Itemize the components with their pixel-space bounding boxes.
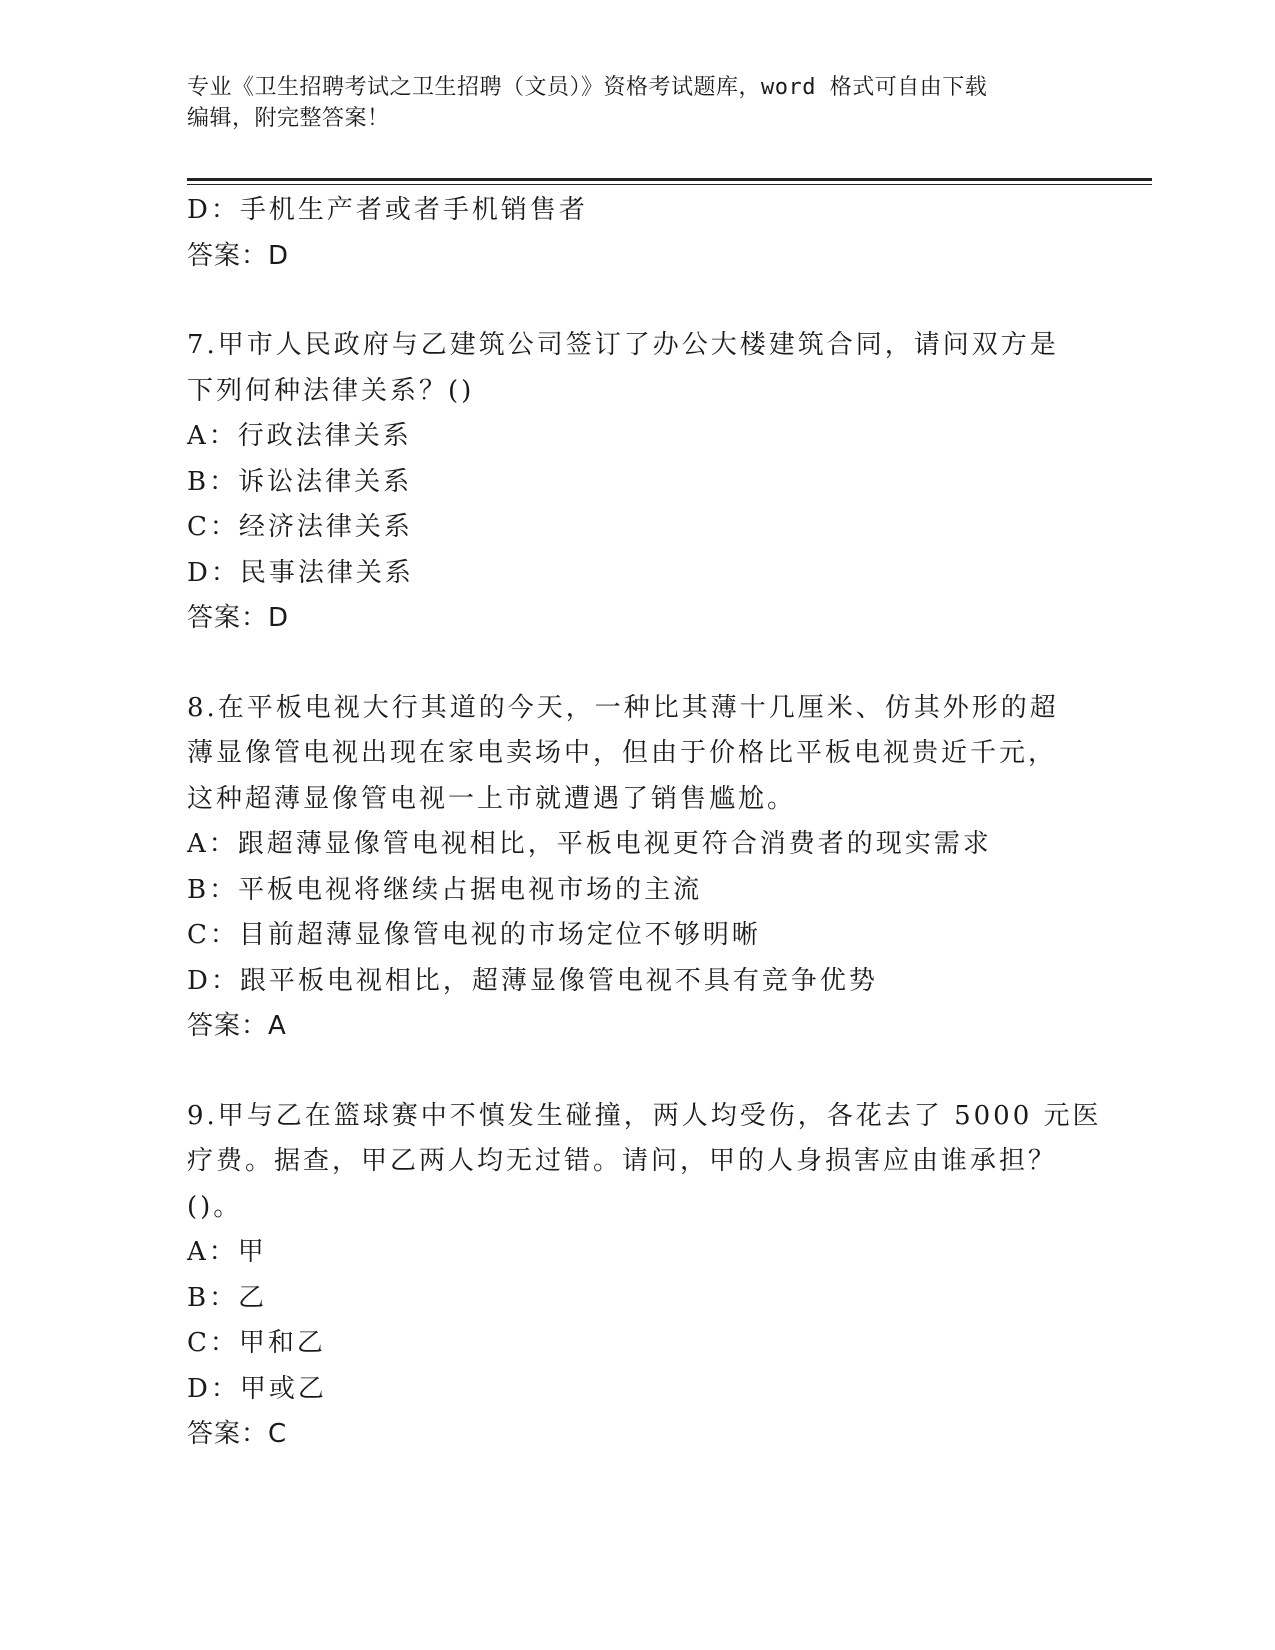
option-c: C：经济法律关系 bbox=[187, 512, 413, 542]
header-line: 专业《卫生招聘考试之卫生招聘（文员）》资格考试题库，word 格式可自由下载 bbox=[187, 75, 988, 100]
option-b: B：乙 bbox=[187, 1282, 268, 1313]
question-text: ()。 bbox=[187, 1191, 243, 1222]
header-divider-thin bbox=[187, 184, 1152, 185]
document-header bbox=[187, 72, 1087, 134]
option-a: A：行政法律关系 bbox=[187, 421, 412, 451]
question-fragment bbox=[187, 188, 1147, 279]
option-b: B：诉讼法律关系 bbox=[187, 466, 413, 497]
answer-text: 答案：C bbox=[187, 1419, 288, 1449]
option-c: C：甲和乙 bbox=[187, 1328, 326, 1358]
option-d: D：甲或乙 bbox=[187, 1373, 327, 1404]
header-divider bbox=[187, 178, 1152, 181]
question-8 bbox=[187, 686, 1147, 1050]
option-d: D：手机生产者或者手机销售者 bbox=[187, 195, 588, 225]
option-b: B：平板电视将继续占据电视市场的主流 bbox=[187, 874, 703, 905]
question-text: 这种超薄显像管电视一上市就遭遇了销售尴尬。 bbox=[187, 783, 797, 814]
question-text: 疗费。据查，甲乙两人均无过错。请问，甲的人身损害应由谁承担？ bbox=[187, 1146, 1058, 1176]
answer-text: 答案：A bbox=[187, 1011, 287, 1041]
question-text: 7.甲市人民政府与乙建筑公司签订了办公大楼建筑合同，请问双方是 bbox=[187, 330, 1059, 360]
question-text: 9.甲与乙在篮球赛中不慎发生碰撞，两人均受伤，各花去了 5000 元医 bbox=[187, 1100, 1102, 1131]
question-9 bbox=[187, 1094, 1147, 1458]
header-line: 编辑，附完整答案！ bbox=[187, 106, 390, 131]
question-text: 下列何种法律关系？() bbox=[187, 375, 475, 406]
option-c: C：目前超薄显像管电视的市场定位不够明晰 bbox=[187, 920, 761, 950]
answer-text: 答案：D bbox=[187, 240, 290, 271]
option-d: D：跟平板电视相比，超薄显像管电视不具有竞争优势 bbox=[187, 965, 878, 996]
question-text: 薄显像管电视出现在家电卖场中，但由于价格比平板电视贵近千元， bbox=[187, 738, 1058, 768]
option-a: A：跟超薄显像管电视相比，平板电视更符合消费者的现实需求 bbox=[187, 829, 992, 859]
answer-text: 答案：D bbox=[187, 603, 290, 633]
option-d: D：民事法律关系 bbox=[187, 557, 414, 588]
question-text: 8.在平板电视大行其道的今天，一种比其薄十几厘米、仿其外形的超 bbox=[187, 692, 1059, 723]
question-7 bbox=[187, 323, 1147, 642]
option-a: A：甲 bbox=[187, 1237, 267, 1267]
question-list bbox=[187, 188, 1147, 1458]
